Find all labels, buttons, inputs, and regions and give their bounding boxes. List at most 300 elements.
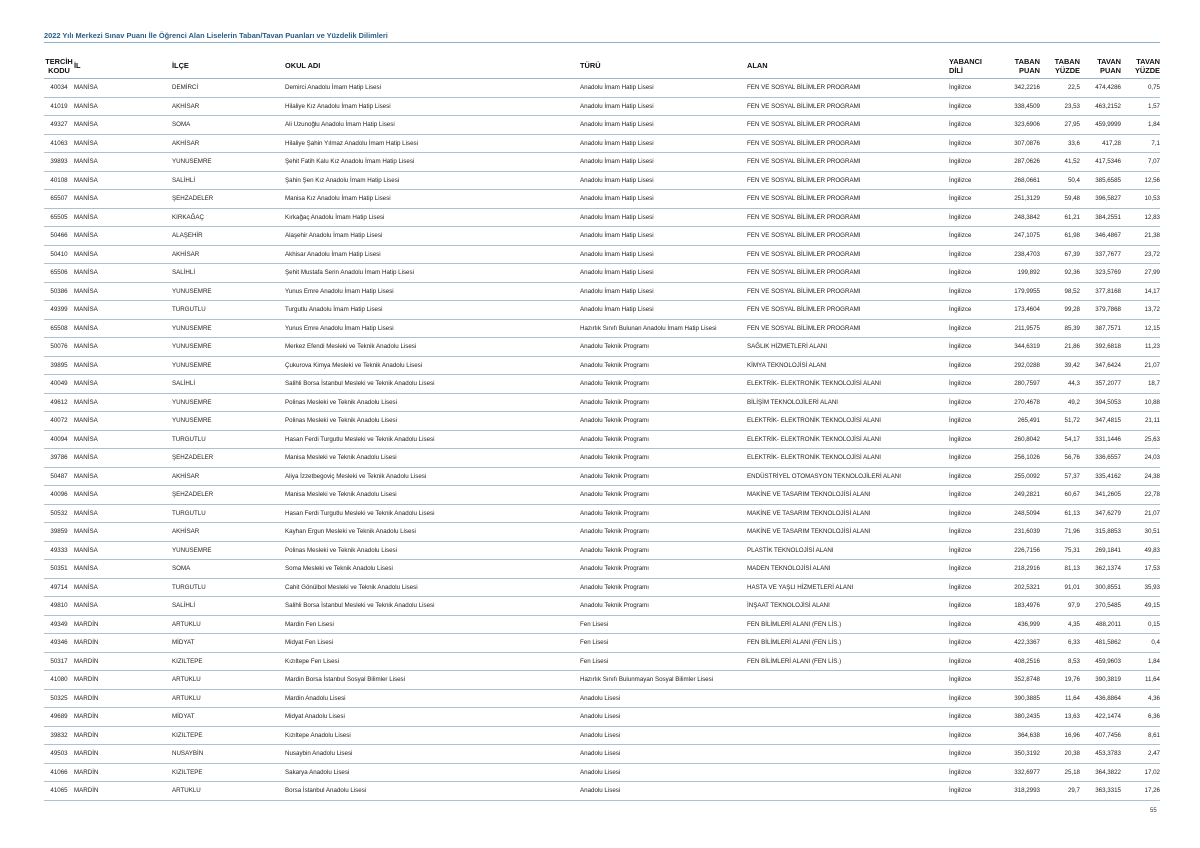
cell-okul: Hasan Ferdi Turgutlu Mesleki ve Teknik Anadolu Lisesi <box>285 430 580 449</box>
cell-alan: FEN VE SOSYAL BİLİMLER PROGRAMI <box>747 171 949 190</box>
cell-code: 41065 <box>44 782 74 801</box>
cell-tavan-puan: 363,3315 <box>1080 782 1121 801</box>
table-row <box>44 264 1160 283</box>
cell-tavan-yuzde: 27,99 <box>1121 264 1160 283</box>
cell-code: 65507 <box>44 190 74 209</box>
cell-tur: Anadolu Teknik Programı <box>580 504 747 523</box>
table-row <box>44 190 1160 209</box>
cell-okul: Kızıltepe Fen Lisesi <box>285 652 580 671</box>
cell-okul: Polinas Mesleki ve Teknik Anadolu Lisesi <box>285 541 580 560</box>
cell-tavan-yuzde: 11,23 <box>1121 338 1160 357</box>
cell-okul: Manisa Mesleki ve Teknik Anadolu Lisesi <box>285 449 580 468</box>
cell-ilce: YUNUSEMRE <box>172 541 285 560</box>
cell-alan: BİLİŞİM TEKNOLOJİLERİ ALANI <box>747 393 949 412</box>
cell-okul: Soma Mesleki ve Teknik Anadolu Lisesi <box>285 560 580 579</box>
cell-il: MANİSA <box>74 208 172 227</box>
table-row <box>44 227 1160 246</box>
cell-taban-yuzde: 39,42 <box>1040 356 1080 375</box>
cell-taban-yuzde: 16,96 <box>1040 726 1080 745</box>
cell-il: MARDİN <box>74 763 172 782</box>
cell-tavan-yuzde: 6,36 <box>1121 708 1160 727</box>
cell-code: 49503 <box>44 745 74 764</box>
cell-alan: ELEKTRİK- ELEKTRONİK TEKNOLOJİSİ ALANI <box>747 412 949 431</box>
cell-tavan-yuzde: 24,03 <box>1121 449 1160 468</box>
cell-il: MANİSA <box>74 134 172 153</box>
cell-taban-yuzde: 22,5 <box>1040 79 1080 98</box>
cell-taban-puan: 249,2821 <box>994 486 1040 505</box>
cell-ilce: ŞEHZADELER <box>172 449 285 468</box>
cell-code: 39859 <box>44 523 74 542</box>
cell-tur: Anadolu Teknik Programı <box>580 578 747 597</box>
cell-taban-puan: 342,2216 <box>994 79 1040 98</box>
cell-dil: İngilizce <box>949 171 994 190</box>
cell-alan: ENDÜSTRİYEL OTOMASYON TEKNOLOJİLERİ ALANI <box>747 467 949 486</box>
cell-taban-yuzde: 61,98 <box>1040 227 1080 246</box>
title-divider <box>44 42 1160 43</box>
cell-taban-puan: 318,2993 <box>994 782 1040 801</box>
table-row <box>44 282 1160 301</box>
cell-taban-yuzde: 61,13 <box>1040 504 1080 523</box>
cell-dil: İngilizce <box>949 319 994 338</box>
cell-ilce: ARTUKLU <box>172 671 285 690</box>
cell-okul: Yunus Emre Anadolu İmam Hatip Lisesi <box>285 319 580 338</box>
table-row <box>44 393 1160 412</box>
cell-taban-yuzde: 61,21 <box>1040 208 1080 227</box>
cell-code: 49333 <box>44 541 74 560</box>
cell-okul: Midyat Fen Lisesi <box>285 634 580 653</box>
cell-il: MANİSA <box>74 467 172 486</box>
cell-ilce: YUNUSEMRE <box>172 282 285 301</box>
cell-tavan-yuzde: 12,56 <box>1121 171 1160 190</box>
table-row <box>44 671 1160 690</box>
cell-alan: FEN VE SOSYAL BİLİMLER PROGRAMI <box>747 264 949 283</box>
cell-code: 40034 <box>44 79 74 98</box>
cell-ilce: AKHİSAR <box>172 467 285 486</box>
cell-okul: Şahin Şen Kız Anadolu İmam Hatip Lisesi <box>285 171 580 190</box>
cell-dil: İngilizce <box>949 726 994 745</box>
cell-taban-puan: 422,3367 <box>994 634 1040 653</box>
cell-taban-yuzde: 20,38 <box>1040 745 1080 764</box>
cell-tur: Anadolu İmam Hatip Lisesi <box>580 245 747 264</box>
cell-alan <box>747 745 949 764</box>
cell-il: MANİSA <box>74 597 172 616</box>
cell-il: MANİSA <box>74 523 172 542</box>
cell-il: MANİSA <box>74 171 172 190</box>
cell-tavan-puan: 357,2077 <box>1080 375 1121 394</box>
cell-alan: FEN VE SOSYAL BİLİMLER PROGRAMI <box>747 153 949 172</box>
cell-code: 49714 <box>44 578 74 597</box>
cell-dil: İngilizce <box>949 245 994 264</box>
cell-alan <box>747 689 949 708</box>
cell-okul: Aliya İzzetbegoviç Mesleki ve Teknik Anadolu Lisesi <box>285 467 580 486</box>
cell-dil: İngilizce <box>949 264 994 283</box>
cell-il: MANİSA <box>74 116 172 135</box>
cell-alan: FEN VE SOSYAL BİLİMLER PROGRAMI <box>747 227 949 246</box>
cell-il: MANİSA <box>74 393 172 412</box>
cell-tavan-yuzde: 4,36 <box>1121 689 1160 708</box>
cell-tavan-puan: 269,1841 <box>1080 541 1121 560</box>
table-row <box>44 116 1160 135</box>
table-row <box>44 430 1160 449</box>
cell-taban-puan: 202,5321 <box>994 578 1040 597</box>
cell-alan: MAKİNE VE TASARIM TEKNOLOJİSİ ALANI <box>747 523 949 542</box>
cell-okul: Merkez Efendi Mesleki ve Teknik Anadolu Lisesi <box>285 338 580 357</box>
cell-tur: Anadolu İmam Hatip Lisesi <box>580 208 747 227</box>
cell-okul: Cahit Gönülbol Mesleki ve Teknik Anadolu Lisesi <box>285 578 580 597</box>
cell-okul: Yunus Emre Anadolu İmam Hatip Lisesi <box>285 282 580 301</box>
cell-il: MARDİN <box>74 652 172 671</box>
cell-okul: Mardin Anadolu Lisesi <box>285 689 580 708</box>
cell-code: 40096 <box>44 486 74 505</box>
cell-tavan-yuzde: 10,53 <box>1121 190 1160 209</box>
cell-tur: Anadolu Teknik Programı <box>580 523 747 542</box>
cell-alan: ELEKTRİK- ELEKTRONİK TEKNOLOJİSİ ALANI <box>747 430 949 449</box>
cell-tur: Anadolu Teknik Programı <box>580 541 747 560</box>
cell-tavan-puan: 323,5769 <box>1080 264 1121 283</box>
cell-code: 65505 <box>44 208 74 227</box>
cell-taban-puan: 380,2435 <box>994 708 1040 727</box>
cell-ilce: AKHİSAR <box>172 523 285 542</box>
cell-tavan-puan: 463,2152 <box>1080 97 1121 116</box>
cell-ilce: MİDYAT <box>172 634 285 653</box>
cell-tavan-puan: 341,2605 <box>1080 486 1121 505</box>
cell-code: 50076 <box>44 338 74 357</box>
cell-alan: FEN VE SOSYAL BİLİMLER PROGRAMI <box>747 208 949 227</box>
cell-code: 49810 <box>44 597 74 616</box>
cell-tavan-puan: 315,8853 <box>1080 523 1121 542</box>
cell-alan: PLASTİK TEKNOLOJİSİ ALANI <box>747 541 949 560</box>
table-row <box>44 597 1160 616</box>
cell-tur: Anadolu İmam Hatip Lisesi <box>580 97 747 116</box>
cell-tavan-yuzde: 21,38 <box>1121 227 1160 246</box>
cell-il: MANİSA <box>74 504 172 523</box>
cell-taban-yuzde: 19,76 <box>1040 671 1080 690</box>
cell-dil: İngilizce <box>949 486 994 505</box>
cell-ilce: AKHİSAR <box>172 245 285 264</box>
cell-tavan-yuzde: 18,7 <box>1121 375 1160 394</box>
cell-tavan-yuzde: 22,78 <box>1121 486 1160 505</box>
cell-alan: FEN VE SOSYAL BİLİMLER PROGRAMI <box>747 319 949 338</box>
cell-okul: Kızıltepe Anadolu Lisesi <box>285 726 580 745</box>
cell-il: MARDİN <box>74 689 172 708</box>
cell-taban-puan: 255,0092 <box>994 467 1040 486</box>
cell-okul: Demirci Anadolu İmam Hatip Lisesi <box>285 79 580 98</box>
cell-alan <box>747 708 949 727</box>
cell-dil: İngilizce <box>949 763 994 782</box>
cell-tavan-puan: 459,9999 <box>1080 116 1121 135</box>
cell-ilce: ARTUKLU <box>172 689 285 708</box>
cell-tur: Hazırlık Sınıfı Bulunan Anadolu İmam Hatip Lisesi <box>580 319 747 338</box>
cell-tavan-yuzde: 1,84 <box>1121 652 1160 671</box>
cell-okul: Kayhan Ergun Mesleki ve Teknik Anadolu Lisesi <box>285 523 580 542</box>
cell-taban-puan: 364,638 <box>994 726 1040 745</box>
cell-taban-yuzde: 51,72 <box>1040 412 1080 431</box>
cell-taban-yuzde: 85,39 <box>1040 319 1080 338</box>
cell-tavan-yuzde: 2,47 <box>1121 745 1160 764</box>
cell-code: 49689 <box>44 708 74 727</box>
cell-taban-puan: 436,999 <box>994 615 1040 634</box>
cell-alan: FEN VE SOSYAL BİLİMLER PROGRAMI <box>747 79 949 98</box>
cell-taban-puan: 268,0661 <box>994 171 1040 190</box>
cell-tavan-puan: 481,5862 <box>1080 634 1121 653</box>
cell-okul: Salihli Borsa İstanbul Mesleki ve Teknik Anadolu Lisesi <box>285 375 580 394</box>
cell-tur: Anadolu Teknik Programı <box>580 430 747 449</box>
cell-ilce: ARTUKLU <box>172 782 285 801</box>
table-row <box>44 412 1160 431</box>
cell-ilce: YUNUSEMRE <box>172 319 285 338</box>
cell-il: MANİSA <box>74 578 172 597</box>
cell-tavan-puan: 347,4815 <box>1080 412 1121 431</box>
cell-okul: Şehit Fatih Kalu Kız Anadolu İmam Hatip Lisesi <box>285 153 580 172</box>
cell-tavan-puan: 436,8864 <box>1080 689 1121 708</box>
cell-dil: İngilizce <box>949 356 994 375</box>
cell-tavan-yuzde: 21,11 <box>1121 412 1160 431</box>
header-tavan-yuzde: TAVAN YÜZDE <box>1121 55 1160 79</box>
cell-alan: ELEKTRİK- ELEKTRONİK TEKNOLOJİSİ ALANI <box>747 375 949 394</box>
cell-code: 49349 <box>44 615 74 634</box>
cell-tur: Anadolu Lisesi <box>580 708 747 727</box>
cell-ilce: YUNUSEMRE <box>172 338 285 357</box>
cell-dil: İngilizce <box>949 282 994 301</box>
cell-code: 50386 <box>44 282 74 301</box>
cell-tur: Anadolu İmam Hatip Lisesi <box>580 282 747 301</box>
cell-tavan-yuzde: 13,72 <box>1121 301 1160 320</box>
cell-alan: FEN VE SOSYAL BİLİMLER PROGRAMI <box>747 245 949 264</box>
cell-ilce: SOMA <box>172 116 285 135</box>
cell-ilce: TURGUTLU <box>172 430 285 449</box>
table-row <box>44 134 1160 153</box>
cell-dil: İngilizce <box>949 375 994 394</box>
table-row <box>44 541 1160 560</box>
cell-code: 40108 <box>44 171 74 190</box>
cell-ilce: KIZILTEPE <box>172 763 285 782</box>
cell-tur: Anadolu İmam Hatip Lisesi <box>580 134 747 153</box>
cell-tavan-yuzde: 49,83 <box>1121 541 1160 560</box>
cell-il: MARDİN <box>74 782 172 801</box>
cell-taban-puan: 173,4604 <box>994 301 1040 320</box>
header-dil: YABANCI DİLİ <box>949 55 994 79</box>
cell-taban-puan: 323,6906 <box>994 116 1040 135</box>
cell-alan: FEN VE SOSYAL BİLİMLER PROGRAMI <box>747 134 949 153</box>
header-taban-puan: TABAN PUAN <box>994 55 1040 79</box>
cell-tavan-puan: 347,6424 <box>1080 356 1121 375</box>
cell-taban-yuzde: 21,86 <box>1040 338 1080 357</box>
cell-dil: İngilizce <box>949 79 994 98</box>
cell-okul: Sakarya Anadolu Lisesi <box>285 763 580 782</box>
cell-code: 41066 <box>44 763 74 782</box>
cell-taban-yuzde: 4,35 <box>1040 615 1080 634</box>
cell-taban-yuzde: 23,53 <box>1040 97 1080 116</box>
cell-tavan-puan: 347,6279 <box>1080 504 1121 523</box>
cell-ilce: TURGUTLU <box>172 578 285 597</box>
cell-il: MANİSA <box>74 338 172 357</box>
cell-taban-puan: 247,1075 <box>994 227 1040 246</box>
cell-tur: Anadolu İmam Hatip Lisesi <box>580 171 747 190</box>
cell-ilce: ŞEHZADELER <box>172 486 285 505</box>
cell-taban-yuzde: 67,39 <box>1040 245 1080 264</box>
cell-code: 39786 <box>44 449 74 468</box>
cell-taban-yuzde: 75,31 <box>1040 541 1080 560</box>
cell-ilce: NUSAYBİN <box>172 745 285 764</box>
cell-dil: İngilizce <box>949 393 994 412</box>
cell-code: 49399 <box>44 301 74 320</box>
cell-okul: Şehit Mustafa Serin Anadolu İmam Hatip Lisesi <box>285 264 580 283</box>
cell-tavan-yuzde: 12,83 <box>1121 208 1160 227</box>
cell-ilce: AKHİSAR <box>172 97 285 116</box>
cell-il: MANİSA <box>74 97 172 116</box>
cell-tur: Anadolu İmam Hatip Lisesi <box>580 264 747 283</box>
cell-taban-yuzde: 59,48 <box>1040 190 1080 209</box>
cell-taban-puan: 338,4509 <box>994 97 1040 116</box>
cell-ilce: YUNUSEMRE <box>172 412 285 431</box>
table-row <box>44 338 1160 357</box>
header-code: TERCİH KODU <box>44 55 74 79</box>
cell-tavan-puan: 336,6557 <box>1080 449 1121 468</box>
cell-okul: Hasan Ferdi Turgutlu Mesleki ve Teknik Anadolu Lisesi <box>285 504 580 523</box>
cell-tavan-puan: 417,5346 <box>1080 153 1121 172</box>
table-row <box>44 375 1160 394</box>
header-taban-yuzde: TABAN YÜZDE <box>1040 55 1080 79</box>
cell-taban-yuzde: 41,52 <box>1040 153 1080 172</box>
cell-alan: FEN BİLİMLERİ ALANI (FEN LİS.) <box>747 652 949 671</box>
cell-okul: Polinas Mesleki ve Teknik Anadolu Lisesi <box>285 412 580 431</box>
cell-code: 50410 <box>44 245 74 264</box>
cell-taban-puan: 226,7156 <box>994 541 1040 560</box>
cell-taban-yuzde: 81,13 <box>1040 560 1080 579</box>
cell-ilce: ARTUKLU <box>172 615 285 634</box>
cell-taban-puan: 270,4678 <box>994 393 1040 412</box>
cell-tavan-puan: 346,4867 <box>1080 227 1121 246</box>
cell-il: MANİSA <box>74 245 172 264</box>
cell-taban-yuzde: 71,96 <box>1040 523 1080 542</box>
cell-il: MANİSA <box>74 449 172 468</box>
cell-code: 40072 <box>44 412 74 431</box>
cell-alan <box>747 782 949 801</box>
cell-tavan-puan: 396,5827 <box>1080 190 1121 209</box>
cell-taban-puan: 256,1026 <box>994 449 1040 468</box>
cell-dil: İngilizce <box>949 782 994 801</box>
table-row <box>44 245 1160 264</box>
cell-alan: FEN VE SOSYAL BİLİMLER PROGRAMI <box>747 301 949 320</box>
cell-ilce: ALAŞEHİR <box>172 227 285 246</box>
cell-dil: İngilizce <box>949 208 994 227</box>
cell-alan: FEN VE SOSYAL BİLİMLER PROGRAMI <box>747 97 949 116</box>
cell-alan: FEN BİLİMLERİ ALANI (FEN LİS.) <box>747 615 949 634</box>
cell-tavan-yuzde: 11,64 <box>1121 671 1160 690</box>
cell-tur: Anadolu Teknik Programı <box>580 393 747 412</box>
cell-code: 50532 <box>44 504 74 523</box>
cell-il: MANİSA <box>74 227 172 246</box>
cell-taban-puan: 292,0288 <box>994 356 1040 375</box>
cell-taban-puan: 390,3885 <box>994 689 1040 708</box>
cell-okul: Hilaliye Şahin Yılmaz Anadolu İmam Hatip Lisesi <box>285 134 580 153</box>
cell-code: 41019 <box>44 97 74 116</box>
cell-alan: İNŞAAT TEKNOLOJİSİ ALANI <box>747 597 949 616</box>
cell-tavan-yuzde: 49,15 <box>1121 597 1160 616</box>
cell-tavan-puan: 385,6585 <box>1080 171 1121 190</box>
cell-okul: Turgutlu Anadolu İmam Hatip Lisesi <box>285 301 580 320</box>
cell-il: MANİSA <box>74 356 172 375</box>
cell-okul: Mardin Fen Lisesi <box>285 615 580 634</box>
cell-il: MANİSA <box>74 430 172 449</box>
cell-tur: Anadolu Teknik Programı <box>580 375 747 394</box>
cell-tavan-yuzde: 17,02 <box>1121 763 1160 782</box>
cell-il: MANİSA <box>74 560 172 579</box>
header-il: İL <box>74 55 172 79</box>
cell-dil: İngilizce <box>949 430 994 449</box>
cell-taban-puan: 211,9575 <box>994 319 1040 338</box>
cell-il: MANİSA <box>74 153 172 172</box>
cell-tur: Anadolu Lisesi <box>580 782 747 801</box>
cell-tur: Anadolu Teknik Programı <box>580 356 747 375</box>
cell-code: 65508 <box>44 319 74 338</box>
cell-taban-yuzde: 29,7 <box>1040 782 1080 801</box>
cell-alan: HASTA VE YAŞLI HİZMETLERİ ALANI <box>747 578 949 597</box>
cell-tavan-yuzde: 7,07 <box>1121 153 1160 172</box>
cell-ilce: MİDYAT <box>172 708 285 727</box>
cell-okul: Midyat Anadolu Lisesi <box>285 708 580 727</box>
table-row <box>44 449 1160 468</box>
cell-taban-puan: 218,2916 <box>994 560 1040 579</box>
cell-code: 41063 <box>44 134 74 153</box>
cell-taban-yuzde: 57,37 <box>1040 467 1080 486</box>
cell-ilce: SOMA <box>172 560 285 579</box>
cell-taban-puan: 231,6039 <box>994 523 1040 542</box>
table-row <box>44 782 1160 801</box>
cell-okul: Salihli Borsa İstanbul Mesleki ve Teknik Anadolu Lisesi <box>285 597 580 616</box>
cell-tavan-puan: 300,8551 <box>1080 578 1121 597</box>
cell-ilce: SALİHLİ <box>172 375 285 394</box>
cell-tavan-puan: 453,3783 <box>1080 745 1121 764</box>
cell-tavan-puan: 474,4286 <box>1080 79 1121 98</box>
table-row <box>44 726 1160 745</box>
cell-tavan-yuzde: 0,75 <box>1121 79 1160 98</box>
cell-taban-yuzde: 49,2 <box>1040 393 1080 412</box>
cell-code: 49612 <box>44 393 74 412</box>
cell-taban-yuzde: 25,18 <box>1040 763 1080 782</box>
cell-dil: İngilizce <box>949 504 994 523</box>
cell-okul: Mardin Borsa İstanbul Sosyal Bilimler Lisesi <box>285 671 580 690</box>
table-row <box>44 208 1160 227</box>
cell-alan: FEN VE SOSYAL BİLİMLER PROGRAMI <box>747 282 949 301</box>
table-row <box>44 467 1160 486</box>
cell-tur: Anadolu İmam Hatip Lisesi <box>580 153 747 172</box>
cell-tavan-yuzde: 0,4 <box>1121 634 1160 653</box>
cell-alan <box>747 726 949 745</box>
cell-tavan-yuzde: 14,17 <box>1121 282 1160 301</box>
cell-taban-puan: 280,7597 <box>994 375 1040 394</box>
cell-dil: İngilizce <box>949 652 994 671</box>
cell-tur: Anadolu Lisesi <box>580 763 747 782</box>
cell-tavan-yuzde: 1,57 <box>1121 97 1160 116</box>
cell-code: 50466 <box>44 227 74 246</box>
cell-ilce: YUNUSEMRE <box>172 356 285 375</box>
cell-taban-puan: 251,3129 <box>994 190 1040 209</box>
cell-tavan-puan: 335,4162 <box>1080 467 1121 486</box>
cell-taban-yuzde: 99,28 <box>1040 301 1080 320</box>
cell-taban-yuzde: 44,3 <box>1040 375 1080 394</box>
cell-tavan-puan: 377,8168 <box>1080 282 1121 301</box>
table-row <box>44 504 1160 523</box>
cell-alan <box>747 763 949 782</box>
cell-dil: İngilizce <box>949 745 994 764</box>
cell-taban-puan: 265,491 <box>994 412 1040 431</box>
cell-taban-puan: 238,4703 <box>994 245 1040 264</box>
cell-dil: İngilizce <box>949 523 994 542</box>
cell-ilce: KIZILTEPE <box>172 652 285 671</box>
table-row <box>44 486 1160 505</box>
cell-alan: KİMYA TEKNOLOJİSİ ALANI <box>747 356 949 375</box>
